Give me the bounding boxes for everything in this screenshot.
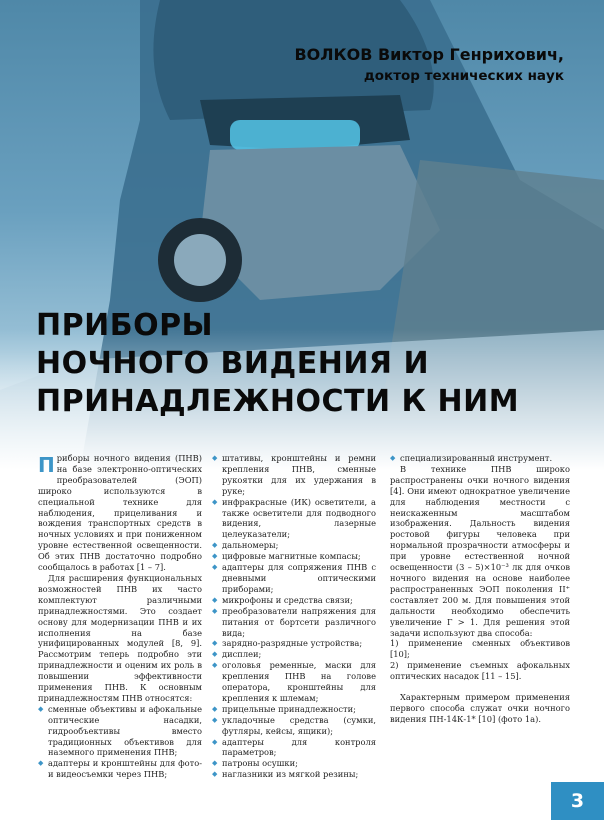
author-block <box>294 44 564 86</box>
accessory-list <box>390 453 570 464</box>
list-item: ◆ микрофоны и средства связи; <box>212 595 376 606</box>
article-body <box>38 453 570 783</box>
list-item: ◆ оголовья ременные, маски для крепления ПНВ на голове оператора, кронштейны для крепления к шлемам; <box>212 660 376 704</box>
paragraph: В технике ПНВ широко распространены очки ночного видения [4]. Они имеют однократное увеличение для наблюдения местности с неискаженным масштабом изображения. Дальность видения ростовой фигуры человека при нормальной прозрачности атмосферы и при уровне естественной ночной освещенности (3 – 5)×10⁻³ лк для очков ночного видения на основе наиболее распространенных ЭОП поколения II⁺ составляет 200 м. Для повышения этой дальности необходимо обеспечить увеличение Г > 1. Для решения этой задачи используют два способа: <box>390 463 570 638</box>
column-3 <box>390 453 570 725</box>
list-item: ◆ укладочные средства (сумки, футляры, кейсы, ящики); <box>212 715 376 737</box>
paragraph: Для расширения функциональных возможностей ПНВ их часто комплектуют различными принадлежностями. Это создает основу для модернизации ПНВ и их исполнения на базе унифицированных модулей [8, 9]. Рассмотрим теперь подробно эти принадлежности и оценим их роль в повышении эффективности применения ПНВ. К основным принадлежностям ПНВ относятся: <box>38 572 202 703</box>
method-item: 2) применение съемных афокальных оптических насадок [11 – 15]. <box>390 660 570 682</box>
column-2 <box>212 453 376 780</box>
page-number: 3 <box>551 782 604 820</box>
list-item: ◆ адаптеры и кронштейны для фото- и видеосъемки через ПНВ; <box>38 758 202 780</box>
headline-line-3: ПРИНАДЛЕЖНОСТИ К НИМ <box>36 384 520 419</box>
methods-list <box>390 638 570 682</box>
list-item: ◆ специализированный инструмент. <box>390 453 570 464</box>
accessory-list <box>38 704 202 780</box>
list-item: ◆ патроны осушки; <box>212 758 376 769</box>
list-item: ◆ дисплеи; <box>212 649 376 660</box>
list-item: ◆ наглазники из мягкой резины; <box>212 769 376 780</box>
intro-text: риборы ночного видения (ПНВ) на базе электронно-оптических преобразователей (ЭОП) широко используются в специальной технике для наблюдения, прицеливания и вождения транспортных средств в ночных условиях и при пониженном уровне естественной освещенности. Об этих ПНВ достаточно подробно сообщалось в работах [1 – 7]. <box>38 453 202 573</box>
author-title: доктор технических наук <box>363 68 564 84</box>
list-item: ◆ дальномеры; <box>212 540 376 551</box>
list-item: ◆ штативы, кронштейны и ремни крепления ПНВ, сменные рукоятки для их удержания в руке; <box>212 453 376 497</box>
intro-paragraph <box>38 453 202 573</box>
accessory-list <box>212 453 376 780</box>
list-item: ◆ цифровые магнитные компасы; <box>212 551 376 562</box>
paragraph: Характерным примером применения первого способа служат очки ночного видения ПН-14К-1* [10] (фото 1а). <box>390 692 570 724</box>
author-name: ВОЛКОВ Виктор Генрихович, <box>294 45 564 64</box>
column-1 <box>38 453 202 780</box>
method-item: 1) применение сменных объективов [10]; <box>390 638 570 660</box>
list-item: ◆ прицельные принадлежности; <box>212 704 376 715</box>
list-item: ◆ преобразователи напряжения для питания от бортсети различного вида; <box>212 606 376 639</box>
list-item: ◆ сменные объективы и афокальные оптические насадки, гидрообъективы вместо традиционных объективов для наземного применения ПНВ; <box>38 704 202 759</box>
dropcap: П <box>38 453 55 477</box>
headline-line-1: ПРИБОРЫ <box>36 308 214 343</box>
headline-line-2: НОЧНОГО ВИДЕНИЯ И <box>36 346 430 381</box>
list-item: ◆ адаптеры для сопряжения ПНВ с дневными оптическими приборами; <box>212 562 376 595</box>
list-item: ◆ зарядно-разрядные устройства; <box>212 638 376 649</box>
list-item: ◆ адаптеры для контроля параметров; <box>212 737 376 759</box>
article-headline <box>36 307 519 421</box>
list-item: ◆ инфракрасные (ИК) осветители, а также осветители для подводного видения, лазерные целеуказатели; <box>212 497 376 541</box>
